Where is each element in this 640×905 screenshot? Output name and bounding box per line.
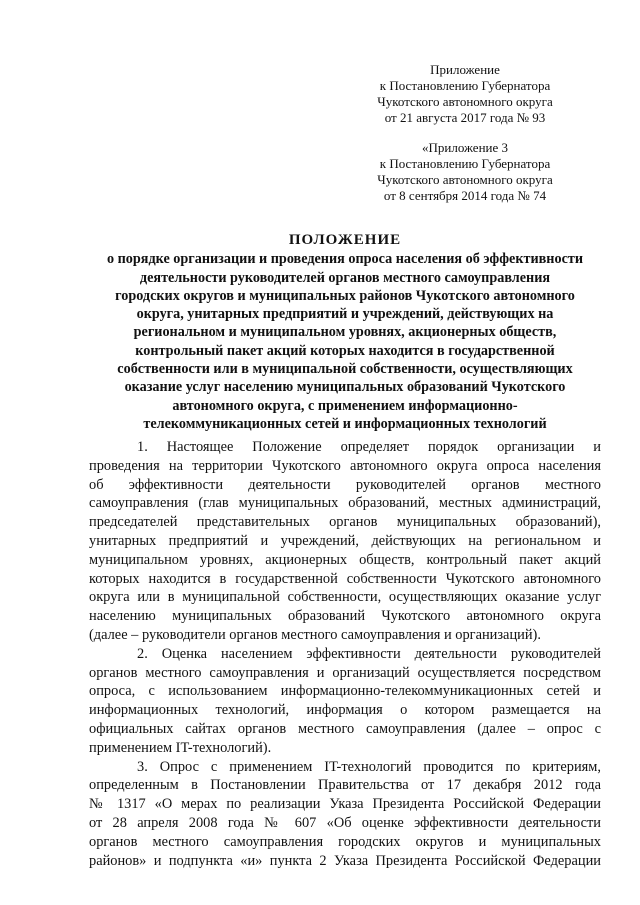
document-subtitle-line: о порядке организации и проведения опроса населения об эффективности — [106, 251, 584, 268]
appendix-line: от 21 августа 2017 года № 93 — [384, 110, 546, 125]
paragraph-3-line: 3. Опрос с применением IT-технологий проводится по критериям, — [137, 758, 601, 775]
paragraph-1-line: председателей представительных органов муниципальных образований), — [89, 514, 601, 531]
paragraph-3-line: определенным в Постановлении Правительства от 17 декабря 2012 года — [89, 777, 601, 794]
document-body — [89, 438, 601, 870]
document-subtitle-line: округа, унитарных предприятий и учреждений, действующих на — [136, 306, 554, 323]
paragraph-1-line: которых находится в государственной собственности Чукотского автономного — [89, 570, 601, 587]
paragraph-3-line: районов» и подпункта «и» пункта 2 Указа Президента Российской Федерации — [89, 852, 601, 869]
document-subtitle-line: автономного округа, с применением информационно- — [172, 397, 518, 414]
paragraph-1-line: муниципальном уровнях, акционерных обществ, контрольный пакет акций — [89, 551, 601, 568]
paragraph-1-line: проведения на территории Чукотского автономного округа опроса населения — [89, 457, 601, 474]
document-title: ПОЛОЖЕНИЕ — [288, 232, 402, 248]
document-heading — [60, 231, 630, 433]
document-subtitle-line: деятельности руководителей органов местного самоуправления — [139, 269, 551, 286]
appendix-line: Чукотского автономного округа — [377, 172, 553, 187]
appendix-line: к Постановлению Губернатора — [379, 156, 551, 171]
paragraph-2-line: применением IT-технологий). — [89, 739, 272, 756]
paragraph-2-line: органов местного самоуправления и организаций осуществляется посредством — [89, 664, 601, 681]
paragraph-2-line: информационных технологий, информация о котором размещается на — [89, 702, 601, 719]
document-subtitle-line: собственности или в муниципальной собственности, осуществляющих — [117, 361, 573, 378]
document-subtitle-line: региональном и муниципальном уровнях, акционерных обществ, — [133, 324, 557, 341]
paragraph-1-line: унитарных предприятий и учреждений, действующих на региональном и — [89, 532, 601, 549]
paragraph-2-line: официальных сайтах органов местного самоуправления (далее – опрос с — [89, 720, 601, 737]
paragraph-1-line: округа или в муниципальной собственности, осуществляющих оказание услуг — [89, 589, 601, 606]
appendix-line: Приложение — [430, 62, 500, 77]
appendix-block-original — [340, 140, 590, 204]
appendix-line: Чукотского автономного округа — [377, 94, 553, 109]
paragraph-3-line: № 1317 «О мерах по реализации Указа Президента Российской Федерации — [89, 796, 601, 813]
document-subtitle-line: контрольный пакет акций которых находится в государственной — [135, 342, 555, 359]
paragraph-2-line: 2. Оценка населением эффективности деятельности руководителей — [137, 645, 601, 662]
appendix-block-current — [340, 62, 590, 126]
paragraph-3-line: органов местного самоуправления городских округов и муниципальных — [89, 833, 601, 850]
document-subtitle-line: оказание услуг населению муниципальных образований Чукотского — [124, 379, 566, 396]
document-subtitle-line: городских округов и муниципальных районов Чукотского автономного — [115, 287, 575, 304]
appendix-line: «Приложение 3 — [421, 140, 509, 155]
document-subtitle-line: телекоммуникационных сетей и информационных технологий — [143, 415, 547, 432]
paragraph-3-line: от 28 апреля 2008 года № 607 «Об оценке эффективности деятельности — [89, 814, 601, 831]
appendix-line: от 8 сентября 2014 года № 74 — [383, 188, 547, 203]
appendix-line: к Постановлению Губернатора — [379, 78, 551, 93]
paragraph-1-line: об эффективности деятельности руководителей органов местного — [89, 476, 601, 493]
paragraph-1-line: 1. Настоящее Положение определяет порядок организации и — [137, 439, 601, 455]
paragraph-1-line: населению муниципальных образований Чукотского автономного округа — [89, 608, 601, 625]
paragraph-1-line: самоуправления (глав муниципальных образований, местных администраций, — [89, 495, 601, 512]
paragraph-1-line: (далее – руководители органов местного самоуправления и организаций). — [89, 626, 541, 643]
paragraph-2-line: опроса, с использованием информационно-телекоммуникационных сетей и — [89, 683, 601, 700]
